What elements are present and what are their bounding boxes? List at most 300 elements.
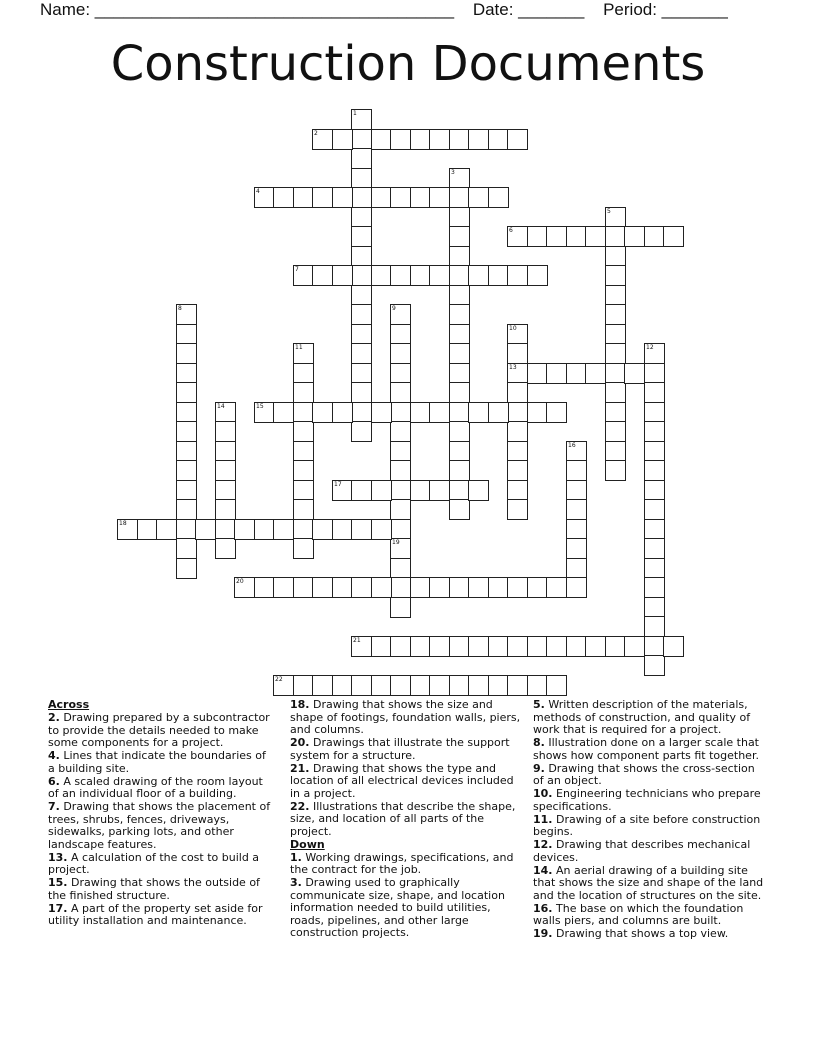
grid-cell[interactable]	[605, 402, 626, 423]
clue-item-text: Drawing of a site before construction begins.	[533, 812, 761, 838]
grid-cell[interactable]	[507, 382, 528, 403]
grid-cell[interactable]	[449, 402, 470, 423]
grid-cell[interactable]	[332, 480, 353, 501]
grid-cell[interactable]	[507, 675, 528, 696]
grid-cell[interactable]	[176, 421, 197, 442]
grid-cell[interactable]	[371, 675, 392, 696]
clue-item	[48, 750, 274, 775]
grid-cell[interactable]	[390, 538, 411, 559]
grid-cell[interactable]	[215, 538, 236, 559]
grid-cell[interactable]	[449, 226, 470, 247]
clue-item-text: Illustrations that describe the shape, size, and location of all parts of the project.	[290, 799, 516, 838]
grid-cell[interactable]	[351, 285, 372, 306]
grid-cell[interactable]	[585, 636, 606, 657]
clue-number: 7	[295, 266, 299, 273]
grid-cell[interactable]	[234, 519, 255, 540]
grid-cell[interactable]	[507, 265, 528, 286]
grid-cell[interactable]	[390, 187, 411, 208]
grid-cell[interactable]	[176, 304, 197, 325]
grid-cell[interactable]	[488, 187, 509, 208]
grid-cell[interactable]	[449, 265, 470, 286]
grid-cell[interactable]	[351, 168, 372, 189]
grid-cell[interactable]	[410, 402, 431, 423]
grid-cell[interactable]	[566, 441, 587, 462]
grid-cell[interactable]	[293, 363, 314, 384]
grid-cell[interactable]	[254, 519, 275, 540]
grid-cell[interactable]	[293, 441, 314, 462]
grid-cell[interactable]	[546, 675, 567, 696]
grid-cell[interactable]	[644, 402, 665, 423]
grid-cell[interactable]	[507, 343, 528, 364]
grid-cell[interactable]	[566, 226, 587, 247]
grid-cell[interactable]	[566, 460, 587, 481]
grid-cell[interactable]	[546, 577, 567, 598]
clue-item	[48, 801, 274, 851]
grid-cell[interactable]	[429, 480, 450, 501]
grid-cell[interactable]	[449, 636, 470, 657]
grid-cell[interactable]	[566, 538, 587, 559]
grid-cell[interactable]	[644, 499, 665, 520]
clue-item-number: 15.	[48, 876, 68, 889]
grid-cell[interactable]	[468, 402, 489, 423]
grid-cell[interactable]	[644, 597, 665, 618]
grid-cell[interactable]	[429, 636, 450, 657]
grid-cell[interactable]	[449, 577, 470, 598]
grid-cell[interactable]	[663, 226, 684, 247]
clue-item-number: 12.	[533, 838, 553, 851]
grid-cell[interactable]	[390, 480, 411, 501]
grid-cell[interactable]	[410, 636, 431, 657]
grid-cell[interactable]	[176, 382, 197, 403]
clue-item-number: 6.	[48, 774, 60, 788]
grid-cell[interactable]	[449, 441, 470, 462]
grid-cell[interactable]	[566, 577, 587, 598]
grid-cell[interactable]	[351, 226, 372, 247]
grid-cell[interactable]	[351, 363, 372, 384]
grid-cell[interactable]	[137, 519, 158, 540]
grid-cell[interactable]	[254, 402, 275, 423]
grid-cell[interactable]	[449, 421, 470, 442]
grid-cell[interactable]	[663, 636, 684, 657]
grid-cell[interactable]	[273, 577, 294, 598]
grid-cell[interactable]	[644, 480, 665, 501]
grid-cell[interactable]	[312, 187, 333, 208]
grid-cell[interactable]	[371, 265, 392, 286]
grid-cell[interactable]	[644, 226, 665, 247]
grid-cell[interactable]	[215, 460, 236, 481]
grid-cell[interactable]	[449, 246, 470, 267]
grid-cell[interactable]	[215, 441, 236, 462]
clue-number: 8	[178, 305, 182, 312]
grid-cell[interactable]	[390, 441, 411, 462]
grid-cell[interactable]	[351, 421, 372, 442]
grid-cell[interactable]	[176, 558, 197, 579]
grid-cell[interactable]	[215, 499, 236, 520]
grid-cell[interactable]	[605, 324, 626, 345]
grid-cell[interactable]	[527, 636, 548, 657]
grid-cell[interactable]	[605, 265, 626, 286]
grid-cell[interactable]	[644, 577, 665, 598]
grid-cell[interactable]	[390, 324, 411, 345]
clue-item	[48, 877, 274, 902]
clue-number: 17	[334, 481, 342, 488]
grid-cell[interactable]	[605, 246, 626, 267]
grid-cell[interactable]	[566, 636, 587, 657]
clue-item-number: 17.	[48, 901, 68, 915]
grid-cell[interactable]	[215, 480, 236, 501]
grid-cell[interactable]	[449, 129, 470, 150]
grid-cell[interactable]	[644, 460, 665, 481]
grid-cell[interactable]	[293, 538, 314, 559]
grid-cell[interactable]	[566, 558, 587, 579]
name-field[interactable]: Name: ______________________________________	[40, 0, 455, 19]
grid-cell[interactable]	[332, 265, 353, 286]
grid-cell[interactable]	[507, 402, 528, 423]
grid-cell[interactable]	[371, 129, 392, 150]
grid-cell[interactable]	[351, 382, 372, 403]
grid-cell[interactable]	[429, 675, 450, 696]
grid-cell[interactable]	[390, 577, 411, 598]
grid-cell[interactable]	[293, 460, 314, 481]
grid-cell[interactable]	[449, 324, 470, 345]
grid-cell[interactable]	[351, 343, 372, 364]
grid-cell[interactable]	[527, 265, 548, 286]
grid-cell[interactable]	[507, 636, 528, 657]
grid-cell[interactable]	[605, 460, 626, 481]
grid-cell[interactable]	[215, 402, 236, 423]
grid-cell[interactable]	[546, 402, 567, 423]
grid-cell[interactable]	[449, 460, 470, 481]
grid-cell[interactable]	[429, 187, 450, 208]
grid-cell[interactable]	[410, 480, 431, 501]
grid-cell[interactable]	[546, 363, 567, 384]
grid-cell[interactable]	[449, 304, 470, 325]
clue-item-number: 20.	[290, 736, 310, 749]
grid-cell[interactable]	[176, 441, 197, 462]
grid-cell[interactable]	[605, 382, 626, 403]
grid-cell[interactable]	[410, 187, 431, 208]
grid-cell[interactable]	[156, 519, 177, 540]
grid-cell[interactable]	[351, 402, 372, 423]
grid-cell[interactable]	[644, 655, 665, 676]
clue-item-number: 5.	[533, 698, 545, 711]
grid-cell[interactable]	[410, 675, 431, 696]
grid-cell[interactable]	[507, 324, 528, 345]
clue-item	[533, 839, 765, 864]
grid-cell[interactable]	[507, 577, 528, 598]
grid-cell[interactable]	[293, 343, 314, 364]
clue-number: 9	[392, 305, 396, 312]
grid-cell[interactable]	[410, 129, 431, 150]
clue-item-number: 18.	[290, 698, 310, 711]
grid-cell[interactable]	[468, 129, 489, 150]
grid-cell[interactable]	[566, 363, 587, 384]
grid-cell[interactable]	[293, 519, 314, 540]
clue-item	[533, 814, 765, 839]
clue-item-text: Drawing that shows a top view.	[552, 927, 729, 940]
grid-cell[interactable]	[351, 129, 372, 150]
grid-cell[interactable]	[176, 538, 197, 559]
grid-cell[interactable]	[507, 499, 528, 520]
clue-item-text: Drawing that shows the outside of the finished structure.	[48, 876, 260, 902]
grid-cell[interactable]	[605, 285, 626, 306]
grid-cell[interactable]	[624, 226, 645, 247]
grid-cell[interactable]	[644, 343, 665, 364]
grid-cell[interactable]	[449, 382, 470, 403]
clue-item-number: 16.	[533, 901, 553, 915]
grid-cell[interactable]	[488, 265, 509, 286]
grid-cell[interactable]	[332, 577, 353, 598]
grid-cell[interactable]	[527, 226, 548, 247]
grid-cell[interactable]	[488, 577, 509, 598]
grid-cell[interactable]	[293, 187, 314, 208]
grid-cell[interactable]	[449, 168, 470, 189]
clue-item-number: 14.	[533, 863, 553, 877]
clue-number: 15	[256, 403, 264, 410]
grid-cell[interactable]	[410, 265, 431, 286]
grid-cell[interactable]	[488, 675, 509, 696]
grid-cell[interactable]	[390, 304, 411, 325]
grid-cell[interactable]	[390, 597, 411, 618]
clues-column-2	[290, 699, 526, 940]
grid-cell[interactable]	[390, 460, 411, 481]
clue-number: 11	[295, 344, 303, 351]
grid-cell[interactable]	[351, 577, 372, 598]
grid-cell[interactable]	[605, 343, 626, 364]
grid-cell[interactable]	[507, 363, 528, 384]
grid-cell[interactable]	[176, 480, 197, 501]
grid-cell[interactable]	[624, 363, 645, 384]
grid-cell[interactable]	[332, 519, 353, 540]
grid-cell[interactable]	[293, 499, 314, 520]
grid-cell[interactable]	[546, 636, 567, 657]
grid-cell[interactable]	[449, 480, 470, 501]
clue-number: 21	[353, 637, 361, 644]
grid-cell[interactable]	[644, 363, 665, 384]
grid-cell[interactable]	[371, 480, 392, 501]
grid-cell[interactable]	[546, 226, 567, 247]
grid-cell[interactable]	[644, 421, 665, 442]
grid-cell[interactable]	[390, 421, 411, 442]
grid-cell[interactable]	[605, 441, 626, 462]
grid-cell[interactable]	[351, 246, 372, 267]
grid-cell[interactable]	[507, 129, 528, 150]
clue-item	[48, 776, 274, 801]
grid-cell[interactable]	[566, 519, 587, 540]
grid-cell[interactable]	[644, 441, 665, 462]
grid-cell[interactable]	[176, 324, 197, 345]
clue-heading: Down	[290, 837, 325, 851]
grid-cell[interactable]	[527, 577, 548, 598]
grid-cell[interactable]	[312, 577, 333, 598]
grid-cell[interactable]	[254, 187, 275, 208]
grid-cell[interactable]	[351, 675, 372, 696]
grid-cell[interactable]	[488, 636, 509, 657]
grid-cell[interactable]	[351, 636, 372, 657]
grid-cell[interactable]	[234, 577, 255, 598]
grid-cell[interactable]	[312, 129, 333, 150]
grid-cell[interactable]	[293, 480, 314, 501]
grid-cell[interactable]	[527, 675, 548, 696]
grid-cell[interactable]	[332, 187, 353, 208]
grid-cell[interactable]	[390, 363, 411, 384]
grid-cell[interactable]	[390, 636, 411, 657]
grid-cell[interactable]	[644, 538, 665, 559]
grid-cell[interactable]	[429, 129, 450, 150]
grid-cell[interactable]	[449, 207, 470, 228]
clue-number: 4	[256, 188, 260, 195]
grid-cell[interactable]	[468, 675, 489, 696]
grid-cell[interactable]	[390, 675, 411, 696]
grid-cell[interactable]	[644, 558, 665, 579]
grid-cell[interactable]	[293, 577, 314, 598]
grid-cell[interactable]	[488, 402, 509, 423]
clue-item-number: 9.	[533, 761, 545, 775]
grid-cell[interactable]	[273, 402, 294, 423]
grid-cell[interactable]	[176, 363, 197, 384]
grid-cell[interactable]	[371, 402, 392, 423]
grid-cell[interactable]	[507, 460, 528, 481]
grid-cell[interactable]	[273, 519, 294, 540]
grid-cell[interactable]	[351, 187, 372, 208]
grid-cell[interactable]	[468, 265, 489, 286]
grid-cell[interactable]	[293, 265, 314, 286]
grid-cell[interactable]	[312, 265, 333, 286]
grid-cell[interactable]	[644, 636, 665, 657]
grid-cell[interactable]	[468, 480, 489, 501]
grid-cell[interactable]	[449, 343, 470, 364]
grid-cell[interactable]	[624, 636, 645, 657]
grid-cell[interactable]	[351, 109, 372, 130]
grid-cell[interactable]	[410, 577, 431, 598]
grid-cell[interactable]	[566, 499, 587, 520]
grid-cell[interactable]	[332, 402, 353, 423]
grid-cell[interactable]	[312, 519, 333, 540]
grid-cell[interactable]	[605, 304, 626, 325]
grid-cell[interactable]	[644, 616, 665, 637]
grid-cell[interactable]	[429, 402, 450, 423]
grid-cell[interactable]	[390, 519, 411, 540]
grid-cell[interactable]	[507, 226, 528, 247]
grid-cell[interactable]	[390, 382, 411, 403]
grid-cell[interactable]	[605, 636, 626, 657]
clue-item-number: 4.	[48, 749, 60, 762]
clue-item	[290, 877, 526, 940]
grid-cell[interactable]	[371, 636, 392, 657]
grid-cell[interactable]	[527, 363, 548, 384]
grid-cell[interactable]	[176, 460, 197, 481]
clue-number: 18	[119, 520, 127, 527]
grid-cell[interactable]	[351, 480, 372, 501]
grid-cell[interactable]	[507, 441, 528, 462]
clue-item-text: Lines that indicate the boundaries of a building site.	[48, 749, 266, 775]
grid-cell[interactable]	[351, 265, 372, 286]
grid-cell[interactable]	[332, 129, 353, 150]
grid-cell[interactable]	[449, 675, 470, 696]
grid-cell[interactable]	[429, 265, 450, 286]
clue-item	[290, 852, 526, 877]
grid-cell[interactable]	[488, 129, 509, 150]
grid-cell[interactable]	[507, 421, 528, 442]
grid-cell[interactable]	[449, 363, 470, 384]
grid-cell[interactable]	[351, 207, 372, 228]
grid-cell[interactable]	[195, 519, 216, 540]
grid-cell[interactable]	[215, 421, 236, 442]
clue-item-text: A scaled drawing of the room layout of an individual floor of a building.	[48, 774, 263, 800]
grid-cell[interactable]	[390, 129, 411, 150]
grid-cell[interactable]	[449, 499, 470, 520]
period-field[interactable]: Period: _______	[603, 0, 728, 19]
grid-cell[interactable]	[644, 382, 665, 403]
grid-cell[interactable]	[371, 577, 392, 598]
grid-cell[interactable]	[468, 636, 489, 657]
grid-cell[interactable]	[468, 187, 489, 208]
grid-cell[interactable]	[605, 207, 626, 228]
grid-cell[interactable]	[371, 519, 392, 540]
grid-cell[interactable]	[527, 402, 548, 423]
grid-cell[interactable]	[332, 675, 353, 696]
grid-cell[interactable]	[293, 382, 314, 403]
clue-number: 2	[314, 130, 318, 137]
grid-cell[interactable]	[273, 675, 294, 696]
grid-cell[interactable]	[273, 187, 294, 208]
grid-cell[interactable]	[605, 226, 626, 247]
grid-cell[interactable]	[390, 343, 411, 364]
grid-cell[interactable]	[215, 519, 236, 540]
grid-cell[interactable]	[390, 558, 411, 579]
clue-item-text: Drawing prepared by a subcontractor to provide the details needed to make some components for a project.	[48, 711, 270, 749]
grid-cell[interactable]	[176, 499, 197, 520]
clue-item-text: Written description of the materials, methods of construction, and quality of work that is required for a project.	[533, 698, 751, 736]
grid-cell[interactable]	[429, 577, 450, 598]
grid-cell[interactable]	[371, 187, 392, 208]
grid-cell[interactable]	[176, 519, 197, 540]
grid-cell[interactable]	[605, 421, 626, 442]
clue-item	[533, 763, 765, 788]
grid-cell[interactable]	[566, 480, 587, 501]
grid-cell[interactable]	[390, 499, 411, 520]
grid-cell[interactable]	[176, 343, 197, 364]
grid-cell[interactable]	[293, 402, 314, 423]
grid-cell[interactable]	[117, 519, 138, 540]
grid-cell[interactable]	[605, 363, 626, 384]
clue-item	[290, 801, 526, 839]
grid-cell[interactable]	[351, 519, 372, 540]
clues-column-3	[533, 699, 765, 941]
date-field[interactable]: Date: _______	[472, 0, 585, 19]
grid-cell[interactable]	[468, 577, 489, 598]
grid-cell[interactable]	[585, 363, 606, 384]
clue-item-text: The base on which the foundation walls piers, and columns are built.	[533, 901, 744, 927]
grid-cell[interactable]	[390, 265, 411, 286]
grid-cell[interactable]	[293, 421, 314, 442]
grid-cell[interactable]	[507, 480, 528, 501]
grid-cell[interactable]	[312, 402, 333, 423]
grid-cell[interactable]	[449, 187, 470, 208]
grid-cell[interactable]	[293, 675, 314, 696]
grid-cell[interactable]	[254, 577, 275, 598]
grid-cell[interactable]	[644, 519, 665, 540]
grid-cell[interactable]	[351, 304, 372, 325]
grid-cell[interactable]	[351, 148, 372, 169]
grid-cell[interactable]	[449, 285, 470, 306]
grid-cell[interactable]	[176, 402, 197, 423]
grid-cell[interactable]	[312, 675, 333, 696]
grid-cell[interactable]	[351, 324, 372, 345]
clue-item-number: 8.	[533, 736, 545, 749]
grid-cell[interactable]	[390, 402, 411, 423]
grid-cell[interactable]	[585, 226, 606, 247]
